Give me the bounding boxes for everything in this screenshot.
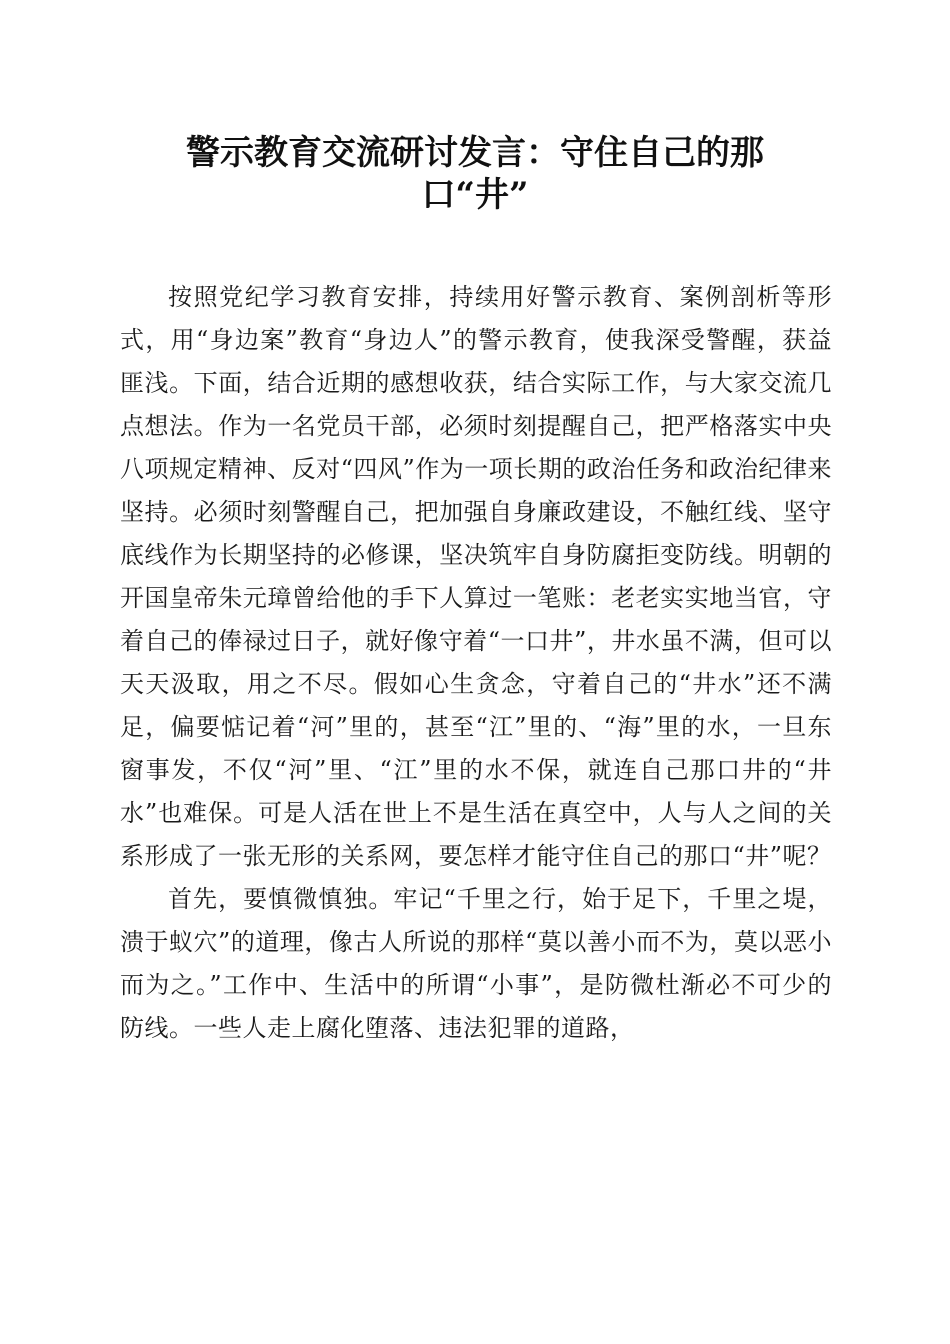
document-title <box>120 132 830 216</box>
paragraph: 首先，要慎微慎独。牢记“千里之行，始于足下，千里之堤，溃于蚁穴”的道理，像古人所说的那样“莫以善小而不为，莫以恶小而为之。”工作中、生活中的所谓“小事”，是防微杜渐必不可少的防线。一些人走上腐化堕落、违法犯罪的道路， <box>120 885 832 1042</box>
title-line-1: 警示教育交流研讨发言：守住自己的那 <box>186 133 764 173</box>
paragraph: 按照党纪学习教育安排，持续用好警示教育、案例剖析等形式，用“身边案”教育“身边人”的警示教育，使我深受警醒，获益匪浅。下面，结合近期的感想收获，结合实际工作，与大家交流几点想法。作为一名党员干部，必须时刻提醒自己，把严格落实中央八项规定精神、反对“四风”作为一项长期的政治任务和政治纪律来坚持。必须时刻警醒自己，把加强自身廉政建设，不触红线、坚守底线作为长期坚持的必修课，坚决筑牢自身防腐拒变防线。明朝的开国皇帝朱元璋曾给他的手下人算过一笔账：老老实实地当官，守着自己的俸禄过日子，就好像守着“一口井”，井水虽不满，但可以天天汲取，用之不尽。假如心生贪念，守着自己的“井水”还不满足，偏要惦记着“河”里的，甚至“江”里的、“海”里的水，一旦东窗事发，不仅“河”里、“江”里的水不保，就连自己那口井的“井水”也难保。可是人活在世上不是生活在真空中，人与人之间的关系形成了一张无形的关系网，要怎样才能守住自己的那口“井”呢？ <box>120 283 832 870</box>
document-body <box>120 276 832 1050</box>
title-line-2: 口“井” <box>421 175 529 215</box>
